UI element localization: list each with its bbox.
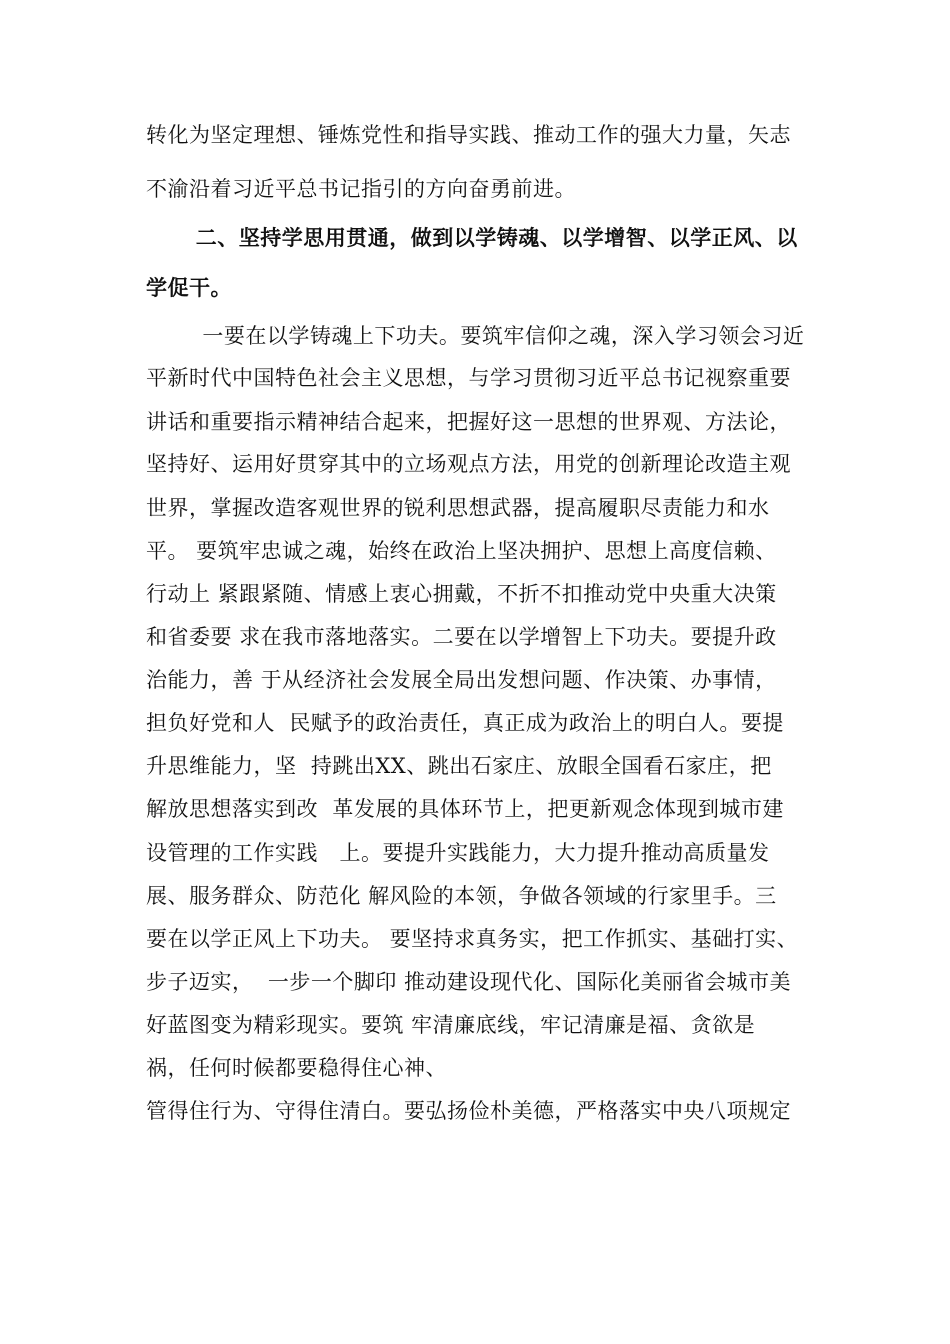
paragraph-line-11: 升思维能力，坚 持跳出XX、跳出石家庄、放眼全国看石家庄，把: [146, 754, 772, 778]
section-heading-line-2: 学促干。: [146, 275, 232, 300]
text-line-2: 不渝沿着习近平总书记指引的方向奋勇前进。: [146, 177, 576, 201]
paragraph-line-18: 祸，任何时候都要稳得住心神、: [146, 1056, 447, 1080]
paragraph-line-15: 要在以学正风上下功夫。 要坚持求真务实，把工作抓实、基础打实、: [146, 927, 799, 951]
paragraph-line-14: 展、服务群众、防范化 解风险的本领，争做各领域的行家里手。三: [146, 884, 777, 908]
paragraph-line-3: 讲话和重要指示精神结合起来，把握好这一思想的世界观、方法论，: [146, 410, 791, 434]
paragraph-line-5: 世界，掌握改造客观世界的锐利思想武器，提高履职尽责能力和水: [146, 496, 770, 520]
paragraph-line-6: 平。 要筑牢忠诚之魂，始终在政治上坚决拥护、思想上高度信赖、: [146, 539, 777, 563]
paragraph-line-12: 解放思想落实到改 革发展的具体环节上，把更新观念体现到城市建: [146, 797, 784, 821]
paragraph-line-7: 行动上 紧跟紧随、情感上衷心拥戴，不折不扣推动党中央重大决策: [146, 582, 777, 606]
paragraph-line-13: 设管理的工作实践 上。要提升实践能力，大力提升推动高质量发: [146, 841, 770, 865]
paragraph-line-8: 和省委要 求在我市落地落实。二要在以学增智上下功夫。要提升政: [146, 625, 777, 649]
paragraph-line-2: 平新时代中国特色社会主义思想，与学习贯彻习近平总书记视察重要: [146, 366, 791, 390]
text-line-1: 转化为坚定理想、锤炼党性和指导实践、推动工作的强大力量，矢志: [146, 123, 791, 147]
paragraph-line-17: 好蓝图变为精彩现实。要筑 牢清廉底线，牢记清廉是福、贪欲是: [146, 1013, 756, 1037]
section-heading-line-1: 二、坚持学思用贯通，做到以学铸魂、以学增智、以学正风、以: [188, 225, 798, 250]
paragraph-line-1: 一要在以学铸魂上下功夫。要筑牢信仰之魂，深入学习领会习近: [188, 324, 805, 348]
paragraph-line-4: 坚持好、运用好贯穿其中的立场观点方法，用党的创新理论改造主观: [146, 452, 791, 476]
paragraph-line-9: 治能力，善 于从经济社会发展全局出发想问题、作决策、办事情，: [146, 668, 777, 692]
paragraph-line-10: 担负好党和人 民赋予的政治责任，真正成为政治上的明白人。要提: [146, 711, 784, 735]
paragraph-line-19: 管得住行为、守得住清白。要弘扬俭朴美德，严格落实中央八项规定: [146, 1099, 791, 1123]
paragraph-line-16: 步子迈实， 一步一个脚印 推动建设现代化、国际化美丽省会城市美: [146, 970, 792, 994]
